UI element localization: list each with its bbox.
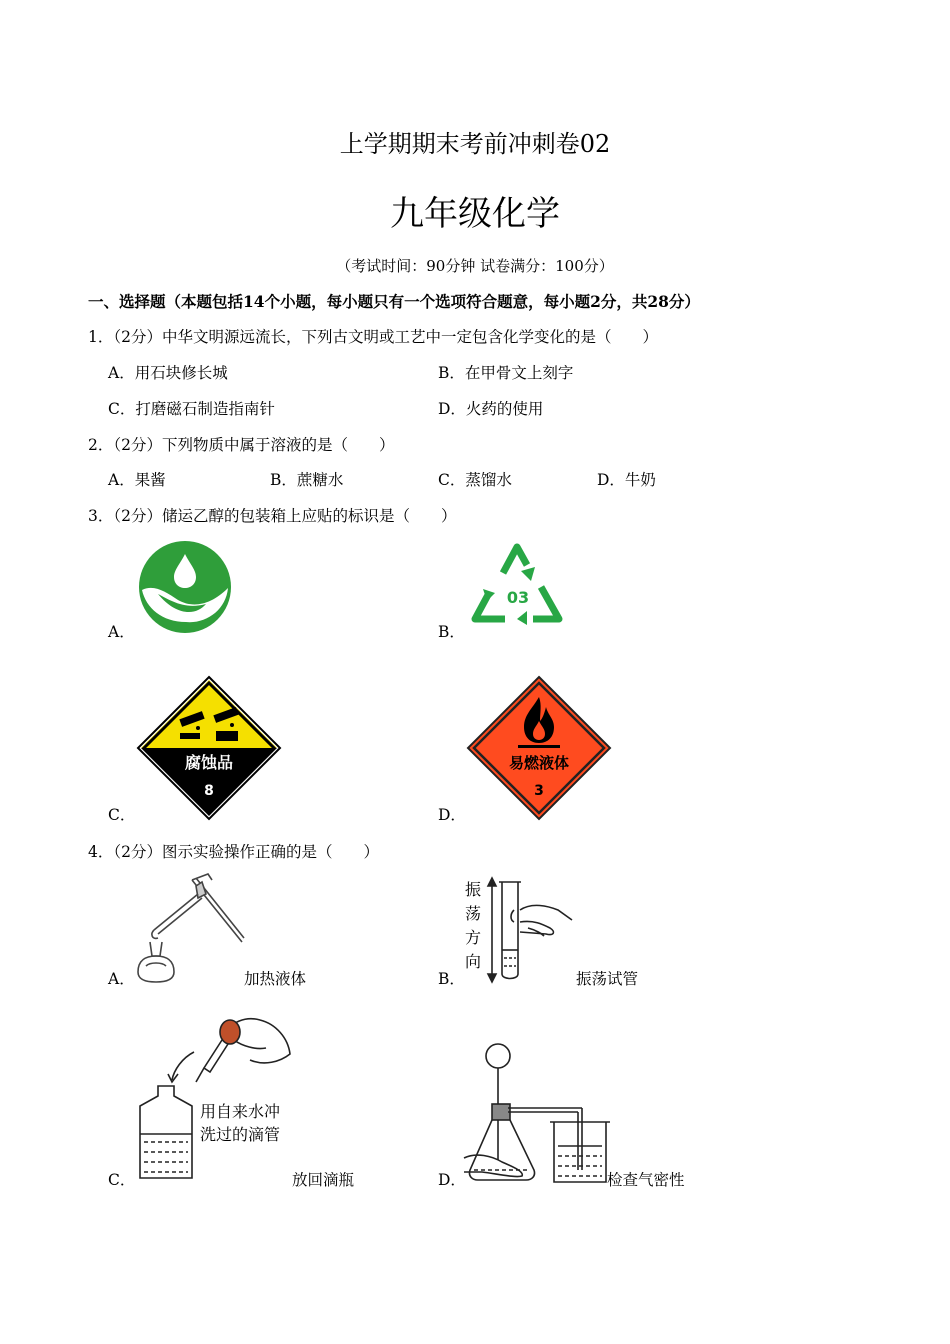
question-3-option-c: C． (108, 806, 136, 824)
question-4-stem: 4．（2分）图示实验操作正确的是（ ） (88, 843, 379, 861)
water-conservation-icon (136, 540, 234, 635)
question-2-option-b: B．蔗糖水 (270, 471, 344, 489)
question-1-option-d: D．火药的使用 (438, 400, 544, 418)
question-1-option-b: B．在甲骨文上刻字 (438, 364, 574, 382)
question-4-caption-c: 放回滴瓶 (292, 1171, 355, 1189)
recycle-code-label: 03 (506, 588, 530, 607)
exam-title: 上学期期末考前冲刺卷02 (339, 130, 611, 158)
question-3-stem: 3．（2分）储运乙醇的包装箱上应贴的标识是（ ） (88, 507, 457, 525)
corrosive-label: 腐蚀品 (184, 753, 234, 772)
corrosive-hazard-icon (136, 675, 282, 821)
question-1-option-a: A．用石块修长城 (108, 364, 228, 382)
flammable-label: 易燃液体 (508, 754, 570, 772)
shaking-test-tube-illustration (484, 876, 579, 986)
question-4-caption-b: 振荡试管 (576, 970, 639, 988)
question-2-option-c: C．蒸馏水 (438, 471, 512, 489)
recycle-icon (463, 537, 573, 633)
section-heading: 一、选择题（本题包括14个小题，每小题只有一个选项符合题意，每小题2分，共28分） (88, 292, 700, 311)
flammable-class: 3 (534, 783, 544, 799)
corrosive-class: 8 (204, 783, 214, 799)
question-2-option-d: D．牛奶 (597, 471, 656, 489)
heating-liquid-illustration (132, 872, 247, 984)
dropper-return-illustration (130, 1010, 295, 1188)
question-4-caption-a: 加热液体 (244, 970, 307, 988)
question-4-option-a: A． (108, 970, 135, 988)
question-2-stem: 2．（2分）下列物质中属于溶液的是（ ） (88, 436, 395, 454)
question-2-option-a: A．果酱 (108, 471, 166, 489)
question-4-option-d: D． (438, 1171, 466, 1189)
shake-direction-label: 振 荡 方 向 (465, 880, 482, 971)
question-1-stem: 1．（2分）中华文明源远流长，下列古文明或工艺中一定包含化学变化的是（ ） (88, 328, 658, 346)
question-4-option-c: C． (108, 1171, 136, 1189)
question-4-option-b: B． (438, 970, 465, 988)
dropper-note: 用自来水冲 洗过的滴管 (200, 1102, 281, 1144)
question-3-option-a: A． (108, 623, 135, 641)
question-3-option-b: B． (438, 623, 465, 641)
exam-subject: 九年级化学 (390, 194, 560, 234)
question-1-option-c: C．打磨磁石制造指南针 (108, 400, 275, 418)
question-3-option-d: D． (438, 806, 466, 824)
question-4-caption-d: 检查气密性 (607, 1171, 685, 1189)
airtightness-check-illustration (462, 1040, 610, 1188)
exam-meta: （考试时间：90分钟 试卷满分：100分） (336, 257, 614, 275)
flammable-liquid-hazard-icon (466, 675, 612, 821)
